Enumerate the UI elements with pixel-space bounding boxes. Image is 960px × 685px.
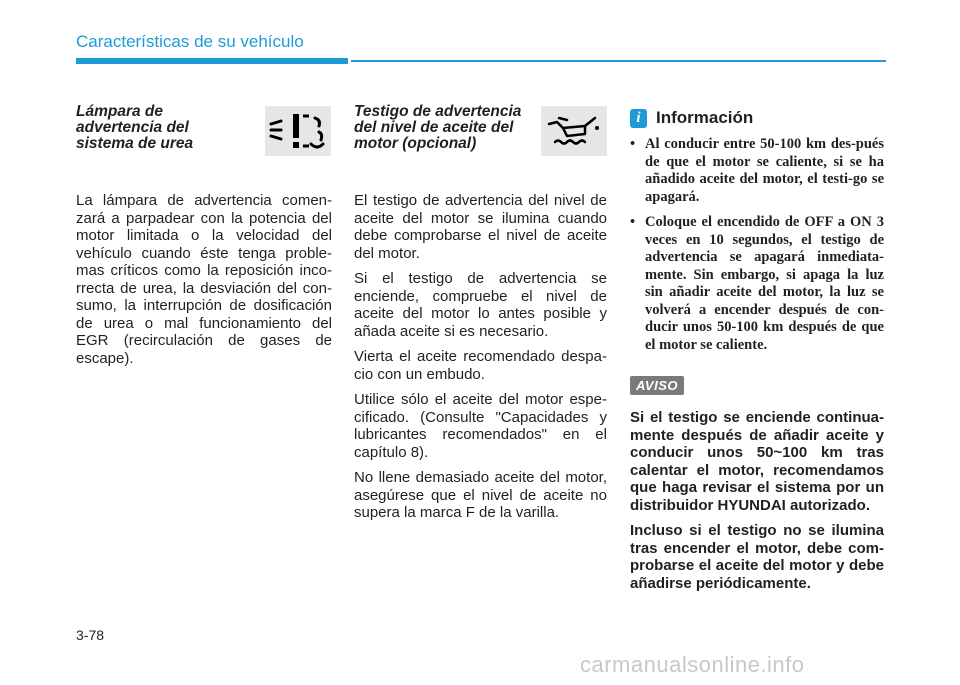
warning-paragraph: Incluso si el testigo no se ilumina tras encender el motor, debe com-probarse el aceite del motor y debe añadirse periódicamente.: [630, 522, 884, 592]
header-rule-thin: [351, 60, 886, 62]
column-info: [630, 104, 884, 600]
oil-paragraph: Si el testigo de advertencia se enciende, compruebe el nivel de aceite del motor lo antes posible y añada aceite si es necesario.: [354, 270, 607, 340]
title-line: motor (opcional): [354, 135, 477, 152]
info-item-text: Al conducir entre 50-100 km des-pués de que el motor se caliente, si se ha añadido aceite del motor, el testi-go se apagará.: [645, 136, 884, 205]
info-list-item: [630, 214, 884, 354]
title-line: sistema de urea: [76, 135, 194, 152]
bullet: •: [630, 214, 636, 230]
column-oil-level: [354, 104, 607, 530]
info-list: [630, 136, 884, 354]
column-urea: [76, 104, 332, 375]
aviso-badge: AVISO: [630, 376, 684, 395]
header-rule-thick: [76, 58, 348, 64]
warning-paragraph: Si el testigo se enciende continua-mente después de añadir aceite y conducir unos 50~100 km tras calentar el motor, recomendamos que haga revisar el sistema por un distribuidor HYUNDAI autorizado.: [630, 409, 884, 514]
info-list-item: [630, 136, 884, 206]
info-item-text: Coloque el encendido de OFF a ON 3 veces en 10 segundos, el testigo de advertencia se apagará inmediata-mente. Sin embargo, si apaga la luz sin añadir aceite del motor, la luz se volverá a encender después de con-ducir unos 50-100 km después de que el motor se caliente.: [645, 214, 884, 353]
oil-paragraph: No llene demasiado aceite del motor, asegúrese que el nivel de aceite no supera la marca F de la varilla.: [354, 469, 607, 521]
section-header-urea: [76, 104, 332, 164]
info-icon: i: [630, 109, 647, 128]
oil-paragraph: Utilice sólo el aceite del motor espe-cificado. (Consulte "Capacidades y lubricantes recomendados" en el capítulo 8).: [354, 391, 607, 461]
title-line: advertencia del: [76, 119, 189, 136]
title-line: Lámpara de: [76, 103, 164, 120]
bullet: •: [630, 136, 636, 152]
urea-warning-icon: [265, 106, 331, 156]
title-line: del nivel de aceite del: [354, 119, 514, 136]
title-line: Testigo de advertencia: [354, 103, 522, 120]
urea-paragraph: La lámpara de advertencia comen-zará a parpadear con la potencia del motor limitada o la velocidad del vehículo cuando éste tenga proble-mas críticos como la reposición inco-rrecta de urea, la desviación del con-sumo, la interrupción de dosificación de urea o mal funcionamiento del EGR (recirculación de gases de escape).: [76, 192, 332, 367]
section-header-title: Características de su vehículo: [76, 32, 304, 51]
watermark: carmanualsonline.info: [580, 652, 805, 677]
info-header: [630, 104, 884, 132]
section-header-oil: [354, 104, 607, 164]
oil-paragraph: El testigo de advertencia del nivel de aceite del motor se ilumina cuando debe comprobarse el nivel de aceite del motor.: [354, 192, 607, 262]
oil-paragraph: Vierta el aceite recomendado despa-cio con un embudo.: [354, 348, 607, 383]
oil-level-warning-icon: [541, 106, 607, 156]
info-title: Información: [656, 108, 754, 127]
page-number: 3-78: [76, 627, 105, 643]
